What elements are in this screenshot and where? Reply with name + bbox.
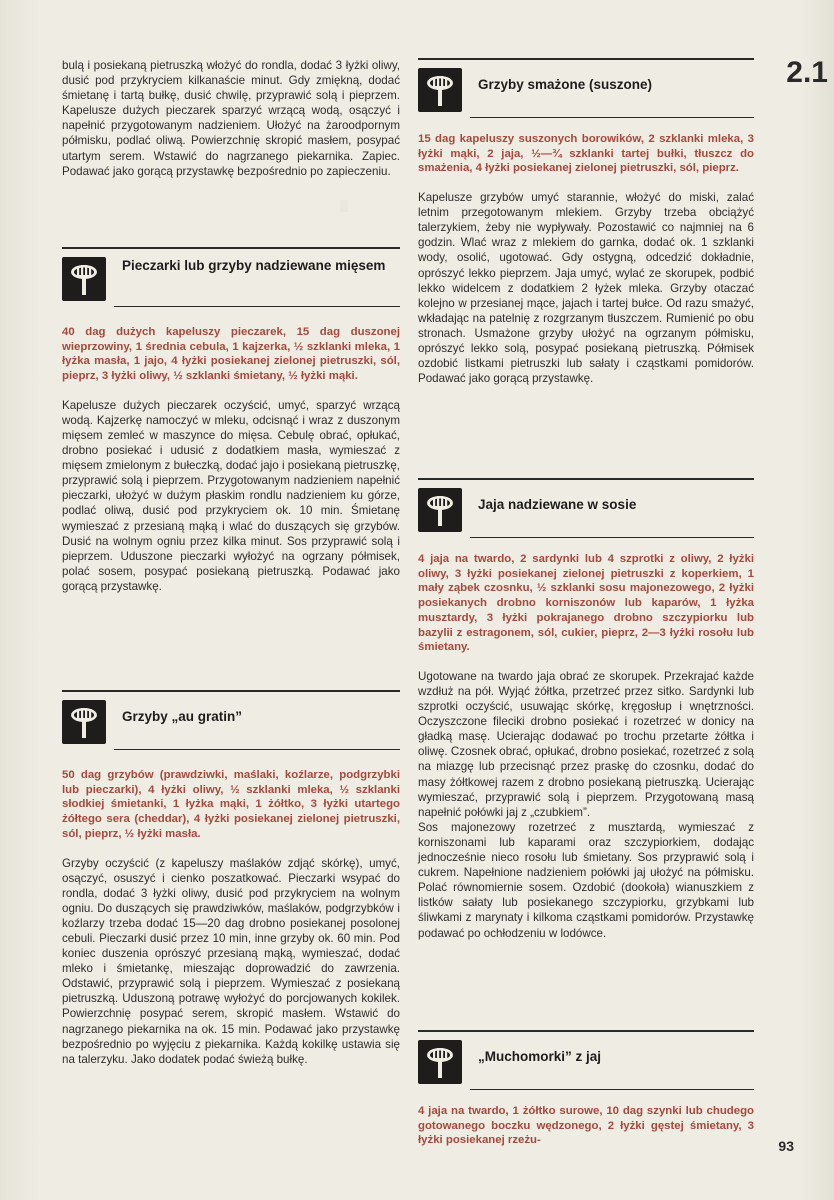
recipe-title: „Muchomorki” z jaj	[478, 1049, 602, 1064]
recipe-au-gratin	[62, 690, 400, 1067]
page-number: 93	[778, 1138, 794, 1154]
method-continued: Sos majonezowy rozetrzeć z musztardą, wymieszać z korniszonami lub kaparami oraz szczypiorkiem, dodając jednocześnie nieco rosołu lub śmietany. Sos przyprawić solą i cukrem. Napełnione nadzieniem połówki jaj ułożyć na półmisku. Polać równomiernie sosem. Ozdobić (dookoła) wianuszkiem z listków sałaty lub posiekanego szczypiorku, grzybkami lub śliwkami z marynaty i kilkoma cząstkami pomidorów. Przystawkę podawać po ochłodzeniu w lodówce.	[418, 820, 754, 940]
intro-paragraph: bulą i posiekaną pietruszką włożyć do rondla, dodać 3 łyżki oliwy, dusić pod przykryciem kilkanaście minut. Gdy zmiękną, dodać śmietanę i tartą bułkę, dusić chwilę, przyprawić solą i pieprzem. Kapelusze dużych pieczarek sparzyć wrzącą wodą, osączyć i napełnić przygotowanym nadzieniem. Ułożyć na żaroodpornym półmisku, podlać oliwą. Powierzchnię skropić masłem, posypać utartym serem. Wstawić do nagrzanego piekarnika. Zapiec. Podawać jako gorącą przystawkę bezpośrednio po zapieczeniu.	[62, 59, 400, 178]
method: Ugotowane na twardo jaja obrać ze skorupek. Przekrajać każde wzdłuż na pół. Wyjąć żółtka, przetrzeć przez sitko. Sardynki lub szprotki oczyścić, usuwając skórkę, kręgosłup i wnętrzności. Oczyszczone fileciki drobno posiekać i rozetrzeć w donicy na gładką masę. Ucierając dodawać po trochu przetarte żółtka i oliwę. Czosnek obrać, opłukać, drobno posiekać, rozetrzeć z solą na miazgę lub przecisnąć przez praskę do czosnku, dodać do masy żółtkowej razem z drobno posiekaną pietruszką. Ucierając wymieszać, przyprawić solą i pieprzem. Przygotowaną masą napełnić połówki jaj z „czubkiem”.	[418, 669, 754, 819]
divider	[114, 749, 400, 750]
recipe-stuffed-eggs	[418, 478, 754, 941]
recipe-title: Jaja nadziewane w sosie	[478, 497, 637, 512]
recipe-title: Grzyby smażone (suszone)	[478, 77, 653, 92]
fork-plate-icon	[418, 68, 462, 112]
ingredients: 4 jaja na twardo, 2 sardynki lub 4 szprotki z oliwy, 2 łyżki oliwy, 3 łyżki posiekanej zielonej pietruszki z koperkiem, 1 mały ząbek czosnku, ½ szklanki sosu majonezowego, 2 łyżki posiekanych drobno korniszonów lub kaparów, 1 łyżka musztardy, 3 łyżki pokrajanego drobno szczypiorku lub bazylii z estragonem, sól, cukier, pieprz, 2—3 łyżki rosołu lub śmietany.	[418, 553, 754, 654]
section-number: 2.1	[786, 56, 828, 89]
bleed-through-text: ▒	[340, 200, 348, 212]
recipe-header	[62, 690, 400, 750]
divider	[470, 1089, 754, 1090]
recipe-fried-mushrooms	[418, 58, 754, 386]
method: Kapelusze dużych pieczarek oczyścić, umyć, sparzyć wrzącą wodą. Kajzerkę namoczyć w mleku, odcisnąć i wraz z duszonym mięsem zemleć w maszynce do mięsa. Cebulę obrać, opłukać, drobno posiekać i udusić z dodatkiem masła, wymieszać z mięsem zmielonym z bułeczką, dodać jajo i posiekaną pietruszkę, przyprawić solą i pieprzem. Przygotowanym nadzieniem napełnić pieczarki, ułożyć w dużym płaskim rondlu nadzieniem ku górze, podlać oliwą, dusić pod przykryciem ok. 10 min. Śmietanę wymieszać z przesianą mąką i wlać do duszących się grzybów. Dusić na wolnym ogniu przez kilka minut. Sos przyprawić solą i pieprzem. Uduszone pieczarki wyłożyć na ogrzany półmisek, polać sosem, posypać posiekaną pietruszką. Podawać jako gorącą przystawkę.	[62, 398, 400, 593]
recipe-stuffed-mushrooms	[62, 247, 400, 594]
fork-plate-icon	[62, 257, 106, 301]
fork-plate-icon	[418, 488, 462, 532]
recipe-header	[418, 1030, 754, 1090]
fork-plate-icon	[62, 700, 106, 744]
recipe-header	[418, 478, 754, 538]
recipe-header	[418, 58, 754, 118]
ingredients: 50 dag grzybów (prawdziwki, maślaki, koźlarze, podgrzybki lub pieczarki), 4 łyżki oliwy, ½ szklanki mleka, ½ szklanki słodkiej śmietanki, 1 łyżka mąki, 1 żółtko, 3 łyżki utartego żółtego sera (cheddar), 4 łyżki posiekanej zielonej pietruszki, sól, pieprz, ½ łyżki masła.	[62, 769, 400, 840]
ingredients: 40 dag dużych kapeluszy pieczarek, 15 dag duszonej wieprzowiny, 1 średnia cebula, 1 kajzerka, ½ szklanki mleka, 1 łyżka masła, 1 jajo, 4 łyżki posiekanej zielonej pietruszki, sól, pieprz, 3 łyżki oliwy, ½ szklanki śmietany, ½ łyżki mąki.	[62, 326, 400, 383]
ingredients: 15 dag kapeluszy suszonych borowików, 2 szklanki mleka, 3 łyżki mąki, 2 jaja, ½—¾ szklanki tartej bułki, tłuszcz do smażenia, 4 łyżki posiekanej zielonej pietruszki, sól, pieprz.	[418, 133, 754, 175]
recipe-header	[62, 247, 400, 307]
recipe-title: Pieczarki lub grzyby nadziewane mięsem	[122, 258, 386, 273]
recipe-egg-toadstools	[418, 1030, 754, 1148]
ingredients: 4 jaja na twardo, 1 żółtko surowe, 10 dag szynki lub chudego gotowanego boczku wędzonego, 2 łyżki gęstej śmietany, 3 łyżki posiekanej rzeżu-	[418, 1105, 754, 1147]
divider	[470, 117, 754, 118]
divider	[470, 537, 754, 538]
method: Grzyby oczyścić (z kapeluszy maślaków zdjąć skórkę), umyć, osączyć, osuszyć i cienko poszatkować. Pieczarki wsypać do rondla, dodać 3 łyżki oliwy, dusić pod przykryciem na wolnym ogniu. Do duszących się prawdziwków, maślaków, podgrzybków i koźlarzy trzeba dodać 15—20 dag drobno posiekanej posolonej cebuli. Pieczarki dusić przez 10 min, inne grzyby ok. 60 min. Pod koniec duszenia oprószyć przesianą mąką, wymieszać, dodać mleko i śmietankę, mieszając doprowadzić do zawrzenia. Odstawić, przyprawić solą i pieprzem. Wymieszać z posiekaną pietruszką. Uduszoną potrawę wyłożyć do porcjowanych kokilek. Powierzchnię posypać serem, skropić masłem. Wstawić do nagrzanego piekarnika na ok. 15 min. Podawać jako przystawkę bezpośrednio po wyjęciu z piekarnika. Każdą kokilkę ustawia się na talerzyku. Jako dodatek podać świeżą bułkę.	[62, 856, 400, 1066]
recipe-title: Grzyby „au gratin”	[122, 709, 243, 724]
fork-plate-icon	[418, 1040, 462, 1084]
method: Kapelusze grzybów umyć starannie, włożyć do miski, zalać letnim przegotowanym mlekiem. Grzyby trzeba obciążyć talerzykiem, żeby nie wypływały. Pozostawić co najmniej na 6 godzin. Wlać wraz z mlekiem do garnka, dodać ok. 1 szklanki wody, osolić, ugotować. Gdy ostygną, odcedzić dokładnie, oprószyć lekko pieprzem. Jaja umyć, wylać ze skorupek, podbić lekko widelcem z dodatkiem 2 łyżek mleka. Grzyby otaczać kolejno w przesianej mące, jajach i tartej bułce. Od razu smażyć, wkładając na patelnię z rozgrzanym tłuszczem. Rumienić po obu stronach. Usmażone grzyby ułożyć na ogrzanym półmisku, oprószyć lekko solą, posypać posiekaną pietruszką. Półmisek ozdobić listkami pietruszki lub sałaty i cząstkami pomidorów. Podawać jako gorącą przystawkę.	[418, 191, 754, 386]
divider	[114, 306, 400, 307]
